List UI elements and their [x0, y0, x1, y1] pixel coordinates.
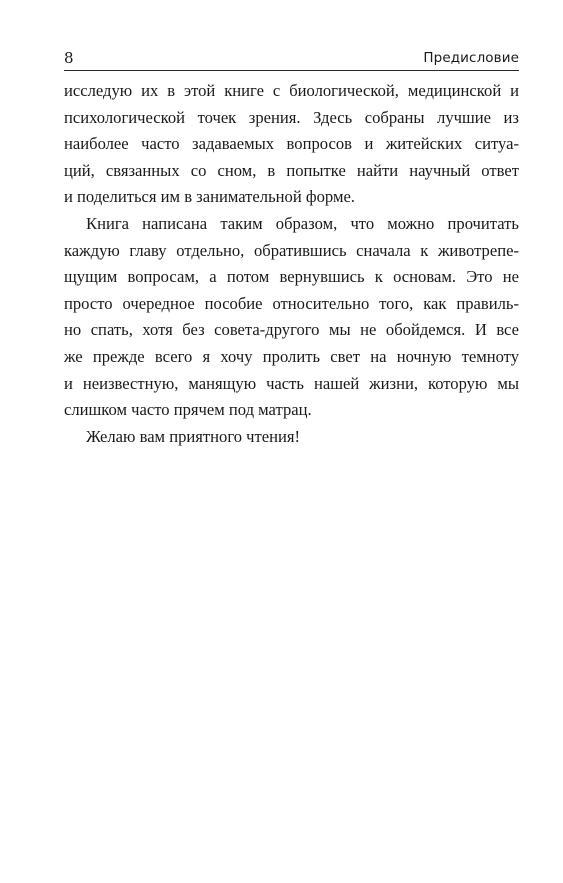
running-header	[64, 48, 519, 71]
text-line: Желаю вам приятного чтения!	[86, 426, 301, 446]
text-line: психологической точек зрения. Здесь собраны лучшие из	[64, 107, 519, 127]
body-text	[64, 78, 519, 450]
text-line: наиболее часто задаваемых вопросов и житейских ситуа-	[64, 134, 519, 154]
text-line: щущим вопросам, а потом вернувшись к основам. Это не	[64, 267, 519, 287]
text-line: но спать, хотя без совета-другого мы не обойдемся. И все	[64, 320, 519, 340]
text-line: каждую главу отдельно, обратившись сначала к животрепе-	[64, 240, 519, 260]
text-line: и поделиться им в занимательной форме.	[64, 187, 355, 207]
section-title: Предисловие	[423, 50, 519, 66]
text-line: и неизвестную, манящую часть нашей жизни, которую мы	[64, 373, 519, 393]
text-line: слишком часто прячем под матрац.	[64, 400, 312, 420]
text-line: ций, связанных со сном, в попытке найти научный ответ	[64, 160, 519, 180]
text-line: просто очередное пособие относительно того, как правиль-	[64, 293, 519, 313]
text-line: Книга написана таким образом, что можно прочитать	[86, 213, 519, 233]
page-number: 8	[64, 49, 74, 67]
text-line: же прежде всего я хочу пролить свет на ночную темноту	[64, 346, 519, 366]
text-line: исследую их в этой книге с биологической, медицинской и	[64, 81, 519, 100]
